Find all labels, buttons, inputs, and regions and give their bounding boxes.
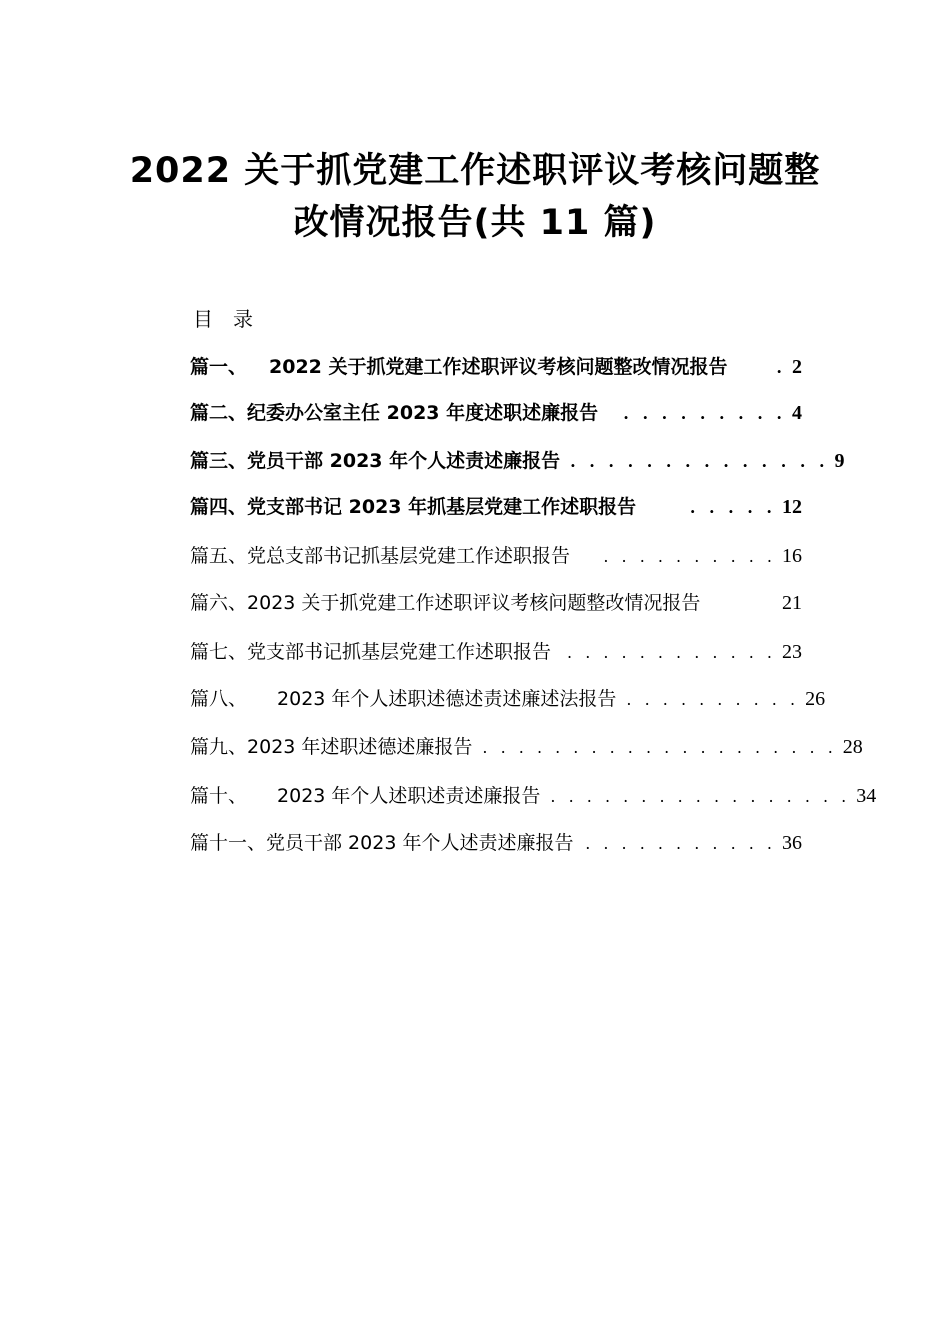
toc-entry-page-number: 34 (856, 785, 877, 807)
toc-entry-page-number: 26 (805, 688, 826, 710)
toc-entry-leader-dots: . . . . . . . . . . . . . . (570, 452, 829, 471)
toc-entry-title: 党员干部 2023 年个人述责述廉报告 (266, 832, 574, 854)
toc-entry-leader-dots: . . . . . (689, 498, 776, 517)
toc-entry-chapter: 篇三、 (190, 450, 248, 472)
toc-entry-page-number: 12 (782, 496, 802, 518)
toc-entry-page-number: 21 (782, 592, 802, 614)
toc-entry[interactable] (190, 446, 845, 476)
toc-entry-chapter: 篇四、 (190, 496, 248, 518)
toc-entry-leader-dots: . . . . . . . . . . . . . . . . . (550, 787, 851, 806)
toc-entry-chapter: 篇八、 (190, 688, 248, 710)
toc-entry-page-number: 2 (792, 356, 802, 378)
document-title-line-2: 改情况报告(共 11 篇) (293, 203, 657, 243)
toc-entry-chapter: 篇二、 (190, 402, 248, 424)
toc-entry-label (190, 446, 560, 476)
toc-entry-label (190, 492, 636, 522)
toc-entry-title: 2023 关于抓党建工作述职评议考核问题整改情况报告 (247, 592, 701, 614)
toc-entry-leader-dots: . . . . . . . . . . . . (567, 643, 776, 662)
toc-entry-title: 2023 年个人述职述德述责述廉述法报告 (277, 688, 617, 710)
toc-entry[interactable] (190, 684, 826, 714)
toc-entry[interactable] (190, 492, 802, 522)
toc-entry-chapter: 篇十一、 (190, 832, 267, 854)
toc-entry-label (190, 637, 551, 667)
toc-entry-label (190, 732, 472, 762)
toc-entry-leader-dots: . . . . . . . . . . (626, 690, 800, 709)
toc-entry-chapter: 篇五、 (190, 545, 248, 567)
toc-entry-title: 党支部书记抓基层党建工作述职报告 (247, 641, 552, 663)
toc-entry-title: 党支部书记 2023 年抓基层党建工作述职报告 (247, 496, 637, 518)
toc-entry[interactable] (190, 781, 877, 811)
toc-entry-title: 2022 关于抓党建工作述职评议考核问题整改情况报告 (269, 356, 728, 378)
toc-heading: 目录 (193, 307, 273, 331)
toc-entry-page-number: 4 (792, 402, 802, 424)
toc-entry-title: 党总支部书记抓基层党建工作述职报告 (247, 545, 571, 567)
toc-entry[interactable] (190, 828, 802, 858)
toc-entry-title: 2023 年述职述德述廉报告 (247, 736, 473, 758)
toc-entry-title: 纪委办公室主任 2023 年度述职述廉报告 (247, 402, 599, 424)
toc-entry-label (190, 828, 573, 858)
toc-entry-leader-dots: . . . . . . . . . . . (585, 834, 776, 853)
toc-entry[interactable] (190, 541, 802, 571)
toc-entry-chapter: 篇一、 (190, 356, 248, 378)
toc-entry-chapter: 篇十、 (190, 785, 248, 807)
toc-entry[interactable] (190, 398, 802, 428)
toc-entry-page-number: 36 (782, 832, 802, 854)
toc-entry-leader-dots: . . . . . . . . . . . . . . . . . . . . (482, 738, 837, 757)
toc-entry-chapter: 篇六、 (190, 592, 248, 614)
toc-entry-label (190, 398, 598, 428)
toc-entry-label (190, 684, 616, 714)
toc-entry-leader-dots: . . . . . . . . . (623, 404, 786, 423)
toc-entry-chapter: 篇九、 (190, 736, 248, 758)
toc-entry-page-number: 28 (842, 736, 863, 758)
toc-entry[interactable] (190, 637, 802, 667)
toc-entry-page-number: 9 (834, 450, 845, 472)
toc-entry-page-number: 23 (782, 641, 802, 663)
toc-entry-page-number: 16 (782, 545, 802, 567)
toc-entry-title: 2023 年个人述职述责述廉报告 (277, 785, 541, 807)
toc-entry[interactable] (190, 732, 863, 762)
toc-entry-label (190, 781, 540, 811)
toc-entry-label (190, 541, 570, 571)
toc-entry-title: 党员干部 2023 年个人述责述廉报告 (247, 450, 561, 472)
document-title-line-1: 2022 关于抓党建工作述职评议考核问题整 (129, 151, 821, 191)
toc-entry-leader-dots: . . . . . . . . . . (603, 547, 776, 566)
toc-entry[interactable] (190, 352, 802, 382)
toc-entry-leader-dots: . (776, 358, 786, 377)
toc-entry-label (190, 588, 700, 618)
toc-entry[interactable] (190, 588, 802, 618)
toc-entry-chapter: 篇七、 (190, 641, 248, 663)
toc-entry-label (190, 352, 728, 382)
